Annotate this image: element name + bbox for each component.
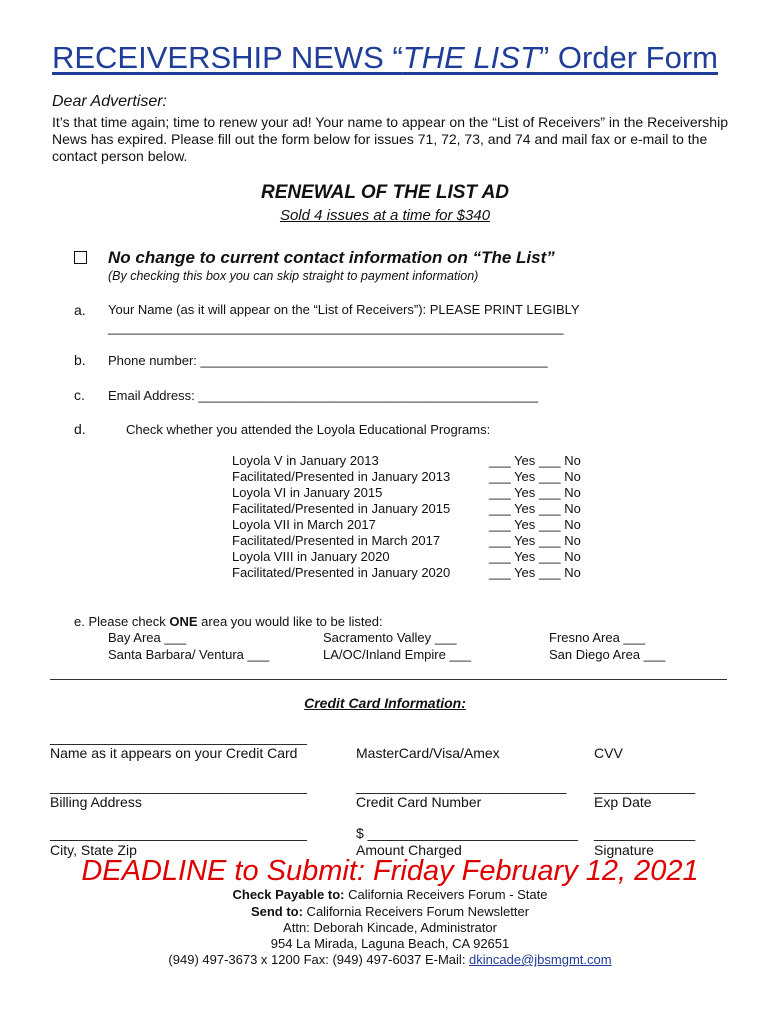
exp-line[interactable]: _____________ (594, 778, 696, 794)
name-field-label: Your Name (as it will appear on the “List of Receivers”): PLEASE PRINT LEGIBLY (108, 302, 580, 317)
intro-paragraph: It’s that time again; time to renew your ad! Your name to appear on the “List of Receivers” in the Receivership News has expired. Please fill out the form below for issues 71, 72, 73, and 74 and mail fax or e-mail to the contact person below. (52, 114, 728, 164)
field-letter-c: c. (74, 387, 85, 403)
program-yes-no[interactable]: ___ Yes ___ No (489, 533, 581, 548)
credit-card-heading: Credit Card Information: (304, 695, 466, 711)
billing-line[interactable]: _________________________________ (50, 778, 307, 794)
price-note: Sold 4 issues at a time for $340 (279, 207, 491, 224)
phone-field[interactable]: Phone number: ________________________________________________ (108, 353, 548, 368)
address: 954 La Mirada, Laguna Beach, CA 92651 (270, 936, 510, 951)
cvv-label: CVV (594, 745, 623, 761)
no-change-checkbox[interactable] (74, 251, 87, 264)
program-name: Facilitated/Presented in January 2013 (232, 469, 451, 484)
signature-line[interactable]: _____________ (594, 825, 696, 841)
name-field-line[interactable]: _______________________________________________________________ (108, 320, 564, 335)
attention: Attn: Deborah Kincade, Administrator (283, 920, 497, 935)
area-la[interactable]: LA/OC/Inland Empire ___ (323, 647, 472, 662)
card-name-label: Name as it appears on your Credit Card (50, 745, 298, 761)
amount-label: Amount Charged (356, 842, 462, 858)
program-name: Loyola VII in March 2017 (232, 517, 376, 532)
program-name: Loyola V in January 2013 (232, 453, 379, 468)
area-santa-barbara[interactable]: Santa Barbara/ Ventura ___ (108, 647, 270, 662)
exp-label: Exp Date (594, 794, 652, 810)
programs-prompt: Check whether you attended the Loyola Educational Programs: (126, 422, 491, 437)
program-yes-no[interactable]: ___ Yes ___ No (489, 517, 581, 532)
no-change-note: (By checking this box you can skip straight to payment information) (108, 269, 479, 283)
email-field[interactable]: Email Address: _______________________________________________ (108, 388, 539, 403)
signature-label: Signature (594, 842, 654, 858)
program-yes-no[interactable]: ___ Yes ___ No (489, 549, 581, 564)
program-yes-no[interactable]: ___ Yes ___ No (489, 485, 581, 500)
area-bay[interactable]: Bay Area ___ (108, 630, 187, 645)
area-fresno[interactable]: Fresno Area ___ (549, 630, 646, 645)
area-sacramento[interactable]: Sacramento Valley ___ (323, 630, 457, 645)
program-name: Loyola VI in January 2015 (232, 485, 383, 500)
renewal-heading: RENEWAL OF THE LIST AD (260, 182, 510, 203)
program-name: Facilitated/Presented in January 2015 (232, 501, 451, 516)
card-number-line[interactable]: ___________________________ (356, 778, 567, 794)
no-change-label: No change to current contact information on “The List” (108, 248, 555, 267)
program-name: Facilitated/Presented in January 2020 (232, 565, 451, 580)
card-type-label: MasterCard/Visa/Amex (356, 745, 500, 761)
card-name-line[interactable]: _________________________________ (50, 729, 307, 745)
area-prompt: e. Please check ONE area you would like to be listed: (74, 614, 383, 629)
page-title: RECEIVERSHIP NEWS “THE LIST” Order Form (51, 40, 719, 75)
program-name: Loyola VIII in January 2020 (232, 549, 390, 564)
program-yes-no[interactable]: ___ Yes ___ No (489, 453, 581, 468)
field-letter-a: a. (74, 302, 86, 318)
amount-line[interactable]: $ ___________________________ (356, 825, 578, 841)
phone-email: (949) 497-3673 x 1200 Fax: (949) 497-6037 E-Mail: dkincade@jbsmgmt.com (168, 952, 612, 967)
program-yes-no[interactable]: ___ Yes ___ No (489, 565, 581, 580)
program-yes-no[interactable]: ___ Yes ___ No (489, 501, 581, 516)
program-yes-no[interactable]: ___ Yes ___ No (489, 469, 581, 484)
billing-label: Billing Address (50, 794, 142, 810)
greeting: Dear Advertiser: (52, 93, 167, 110)
field-letter-b: b. (74, 352, 86, 368)
card-number-label: Credit Card Number (356, 794, 482, 810)
divider (50, 679, 727, 680)
area-san-diego[interactable]: San Diego Area ___ (549, 647, 666, 662)
email-link[interactable]: dkincade@jbsmgmt.com (469, 952, 612, 967)
payable-to: Check Payable to: California Receivers Forum - State (232, 887, 548, 902)
city-line[interactable]: _________________________________ (50, 825, 307, 841)
program-name: Facilitated/Presented in March 2017 (232, 533, 441, 548)
field-letter-d: d. (74, 421, 86, 437)
deadline: DEADLINE to Submit: Friday February 12, 2021 (81, 855, 699, 887)
send-to: Send to: California Receivers Forum Newsletter (250, 904, 530, 919)
city-label: City, State Zip (50, 842, 137, 858)
